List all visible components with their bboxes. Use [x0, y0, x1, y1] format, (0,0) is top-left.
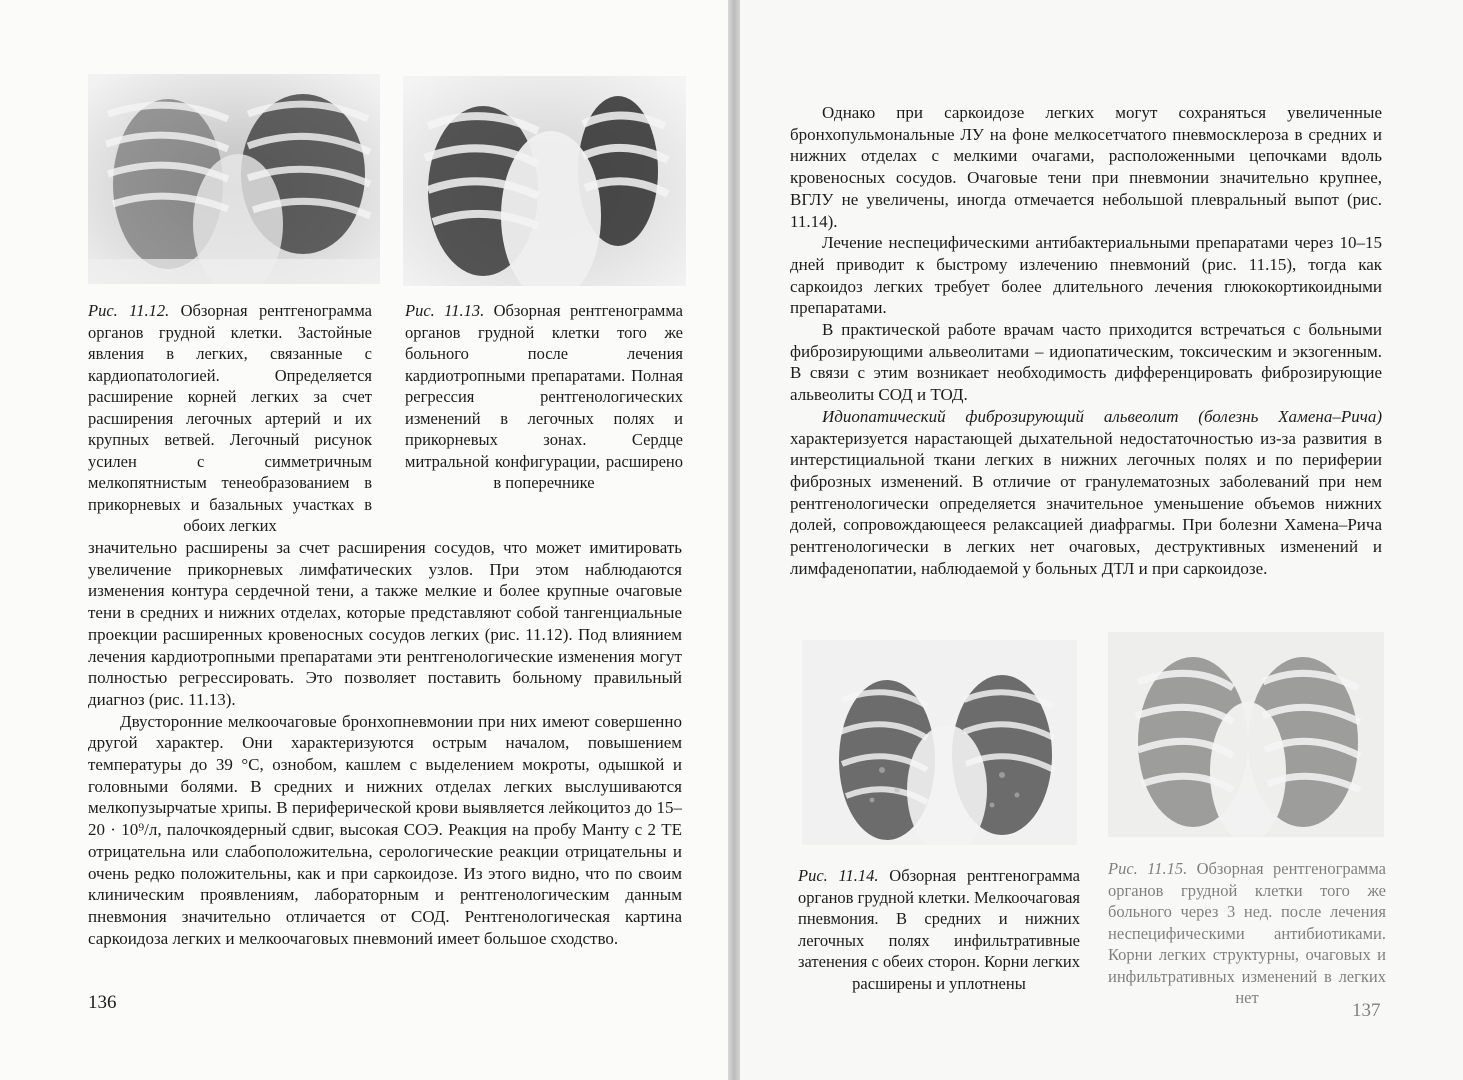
book-gutter	[728, 0, 740, 1080]
xray-figure-11-14	[802, 640, 1077, 845]
paragraph: Двусторонние мелкоочаговые бронхопневмонии при них имеют совершенно другой характер. Они характеризуются острым началом, повышением температуры до 39 °С, ознобом, кашлем с выделением мокроты, одышкой и головными болями. В средних и нижних отделах легких выслушиваются мелкопузырчатые хрипы. В периферической крови выявляется лейкоцитоз до 15–20 · 10⁹/л, палочкоядерный сдвиг, высокая СОЭ. Реакция на пробу Манту с 2 ТЕ отрицательна или слабоположительна, серологические реакции отрицательны и очень редко положительны, как и при саркоидозе. Из этого видно, что по своим клиническим проявлениям, лабораторным и рентгенологическим данным пневмония значительно отличается от СОД. Рентгенологическая картина саркоидоза легких и мелкоочаговых пневмоний имеет большое сходство.	[88, 711, 682, 948]
xray-image-icon	[1108, 632, 1384, 837]
paragraph: Лечение неспецифическими антибактериальными препаратами через 10–15 дней приводит к быстрому излечению пневмоний (рис. 11.15), тогда как саркоидоз легких требует более длительного лечения глюкокортикоидными препаратами.	[790, 233, 1382, 318]
left-page	[0, 0, 728, 1080]
caption-figure-11-15	[1108, 858, 1386, 1009]
left-body-text	[88, 537, 682, 949]
caption-label: Рис. 11.15.	[1108, 859, 1188, 878]
page-number: 137	[1352, 1000, 1381, 1021]
caption-label: Рис. 11.12.	[88, 301, 170, 320]
caption-text: Обзорная рентгенограмма органов грудной клетки того же больного после лечения кардиотропными препаратами. Полная регрессия рентгенологических изменений в легочных полях и прикорневых зонах. Сердце митральной конфигурации, расширено в поперечнике	[405, 301, 684, 492]
caption-figure-11-13	[405, 300, 683, 494]
caption-figure-11-12	[88, 300, 372, 537]
caption-figure-11-14	[798, 865, 1080, 994]
caption-text: Обзорная рентгенограмма органов грудной клетки. Застойные явления в легких, связанные с кардиопатологией. Определяется расширение корней легких за счет расширения легочных артерий и их крупных ветвей. Легочный рисунок усилен с симметричным мелкопятнистым тенеобразованием в прикорневых и базальных участках в обоих легких	[88, 301, 373, 535]
paragraph: Однако при саркоидозе легких могут сохраняться увеличенные бронхопульмональные ЛУ на фоне мелкосетчатого пневмосклероза в средних и нижних отделах с мелкими очагами, расположенными цепочками вдоль кровеносных сосудов. Очаговые тени при пневмонии значительно крупнее, ВГЛУ не увеличены, иногда отмечается небольшой плевральный выпот (рис. 11.14).	[790, 103, 1382, 231]
paragraph	[790, 406, 1382, 580]
caption-text: Обзорная рентгенограмма органов грудной клетки того же больного через 3 нед. после лечения неспецифическими антибиотиками. Корни легких структурны, очаговых и инфильтративных изменений в легких нет	[1108, 859, 1387, 1007]
caption-label: Рис. 11.14.	[798, 866, 879, 885]
xray-figure-11-15	[1108, 632, 1384, 837]
xray-figure-11-13	[403, 76, 686, 286]
caption-text: Обзорная рентгенограмма органов грудной клетки. Мелкоочаговая пневмония. В средних и нижних легочных полях инфильтративные затенения с обеих сторон. Корни легких расширены и уплотнены	[798, 866, 1080, 993]
paragraph: В практической работе врачам часто приходится встречаться с больными фиброзирующими альвеолитами – идиопатическим, токсическим и экзогенным. В связи с этим возникает необходимость дифференцировать фиброзирующие альвеолиты СОД и ТОД.	[790, 320, 1382, 405]
right-body-text	[790, 102, 1382, 579]
xray-image-icon	[88, 74, 380, 284]
paragraph: значительно расширены за счет расширения сосудов, что может имитировать увеличение прикорневых лимфатических узлов. При этом наблюдаются изменения контура сердечной тени, а также мелкие и более крупные очаговые тени в средних и нижних отделах, которые представляют собой тангенциальные проекции расширенных кровеносных сосудов легких (рис. 11.12). Под влиянием лечения кардиотропными препаратами эти рентгенологические изменения могут полностью регрессировать. Это позволяет поставить больному правильный диагноз (рис. 11.13).	[88, 538, 682, 709]
xray-image-icon	[802, 640, 1077, 845]
xray-image-icon	[403, 76, 686, 286]
term-paragraph-rest: характеризуется нарастающей дыхательной недостаточностью из-за развития в интерстициальной ткани легких в нижних легочных полях и по периферии фиброзных изменений. В отличие от гранулематозных заболеваний при нем рентгенологически определяется значительное уменьшение объемов нижних долей, сопровождающееся релаксацией диафрагмы. При болезни Хамена–Рича рентгенологически в легких нет очаговых, деструктивных изменений и лимфаденопатии, наблюдаемой у больных ДТЛ и при саркоидозе.	[790, 428, 1382, 578]
term-italic: Идиопатический фиброзирующий альвеолит (болезнь Хамена–Рича)	[822, 406, 1382, 426]
caption-label: Рис. 11.13.	[405, 301, 485, 320]
right-page	[740, 0, 1463, 1080]
page-number: 136	[88, 992, 117, 1013]
xray-figure-11-12	[88, 74, 380, 284]
